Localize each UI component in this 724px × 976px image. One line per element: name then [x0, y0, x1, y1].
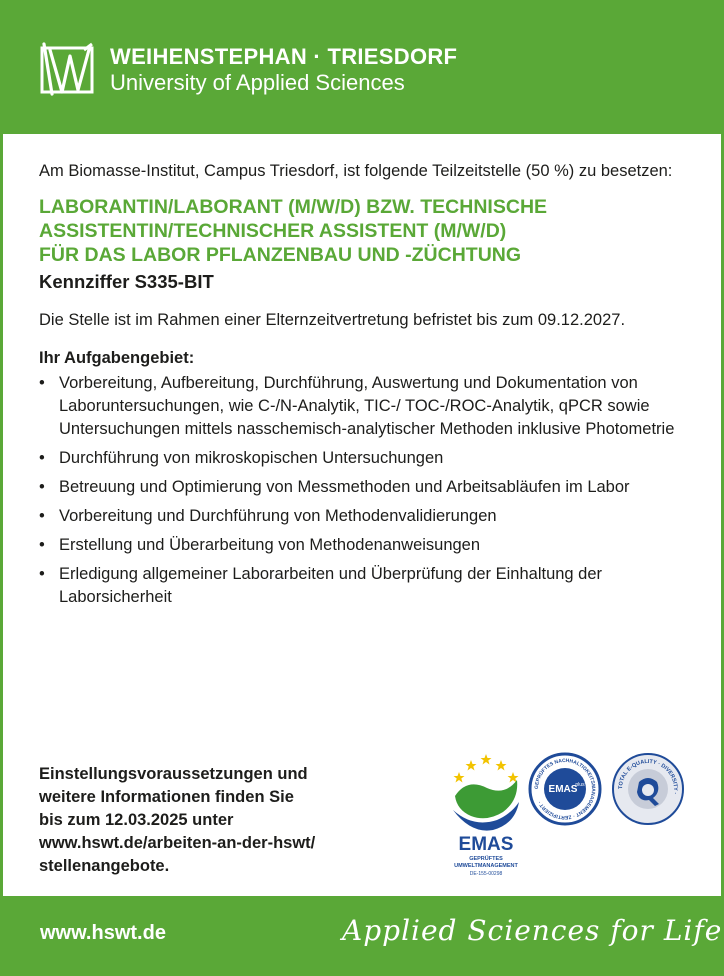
svg-text:GEPRÜFTES: GEPRÜFTES [469, 856, 503, 862]
careers-link[interactable]: www.hswt.de/arbeiten-an-der-hswt/ [39, 834, 316, 852]
list-item [39, 534, 689, 557]
application-info [39, 763, 419, 878]
bullet-icon: • [39, 449, 45, 467]
university-name: WEIHENSTEPHAN · TRIESDORF [110, 44, 458, 69]
svg-text:DE-155-00298: DE-155-00298 [469, 871, 503, 877]
closing-line-1: Einstellungsvoraussetzungen und [39, 765, 308, 783]
main-content [39, 160, 689, 615]
star-icon [454, 754, 519, 783]
emas-plus-logo-icon [528, 752, 602, 826]
deadline-text: bis zum 12.03.2025 unter [39, 811, 234, 829]
careers-link-cont[interactable]: stellenangebote. [39, 857, 170, 875]
headline-line-2: ASSISTENTIN/TECHNISCHER ASSISTENT (M/W/D) [39, 220, 507, 242]
bullet-icon: • [39, 374, 45, 392]
task-text: Betreuung und Optimierung von Messmethoden und Arbeitsabläufen im Labor [59, 478, 630, 496]
svg-text:GEPRÜFTES NACHHALTIGKEITSMANAG: GEPRÜFTES NACHHALTIGKEITSMANAGEMENT · ZERTIFIZIERT · [533, 757, 597, 821]
bullet-icon: • [39, 507, 45, 525]
closing-line-2: weitere Informationen finden Sie [39, 788, 294, 806]
intro-text: Am Biomasse-Institut, Campus Triesdorf, ist folgende Teilzeitstelle (50 %) zu besetzen: [39, 162, 673, 180]
hswt-w-logo-icon [40, 42, 96, 96]
bullet-icon: • [39, 536, 45, 554]
list-item [39, 447, 689, 470]
headline-line-3: FÜR DAS LABOR PFLANZENBAU UND -ZÜCHTUNG [39, 244, 522, 266]
svg-text:TOTAL E-QUALITY · DIVERSITY ·: TOTAL E-QUALITY · DIVERSITY · [617, 758, 679, 795]
headline-line-1: LABORANTIN/LABORANT (M/W/D) BZW. TECHNISCHE [39, 196, 548, 218]
job-headline [39, 195, 689, 267]
header-bar [0, 0, 724, 134]
list-item [39, 372, 689, 441]
svg-text:EMAS: EMAS [458, 834, 514, 855]
task-text: Durchführung von mikroskopischen Untersuchungen [59, 449, 444, 467]
footer-bar [0, 896, 724, 976]
university-subtitle: University of Applied Sciences [110, 70, 405, 95]
slogan: Applied Sciences for Life [342, 914, 723, 947]
list-item [39, 563, 689, 609]
task-text: Erledigung allgemeiner Laborarbeiten und Überprüfung der Einhaltung der Laborsicherheit [59, 565, 603, 606]
tasks-list [39, 372, 689, 609]
reference-number: Kennziffer S335-BIT [39, 271, 214, 292]
task-text: Vorbereitung und Durchführung von Methodenvalidierungen [59, 507, 497, 525]
total-equality-logo-icon [611, 752, 685, 826]
svg-text:UMWELTMANAGEMENT: UMWELTMANAGEMENT [454, 863, 518, 869]
svg-text:plus: plus [575, 782, 585, 788]
bullet-icon: • [39, 478, 45, 496]
emas-logo-icon [447, 750, 525, 880]
task-text: Vorbereitung, Aufbereitung, Durchführung, Auswertung und Dokumentation von Laboruntersuchungen, wie C-/N-Analytik, TIC-/ TOC-/ROC-Analytik, qPCR sowie Untersuchungen mittels nasschemisch-analytischer Methoden inklusive Photometrie [59, 374, 675, 438]
website-link[interactable]: www.hswt.de [40, 922, 166, 944]
list-item [39, 476, 689, 499]
list-item [39, 505, 689, 528]
svg-text:EMAS: EMAS [548, 784, 578, 795]
task-text: Erstellung und Überarbeitung von Methodenanweisungen [59, 536, 481, 554]
tasks-title: Ihr Aufgabengebiet: [39, 349, 195, 367]
limitation-text: Die Stelle ist im Rahmen einer Elternzeitvertretung befristet bis zum 09.12.2027. [39, 311, 626, 329]
bullet-icon: • [39, 565, 45, 583]
